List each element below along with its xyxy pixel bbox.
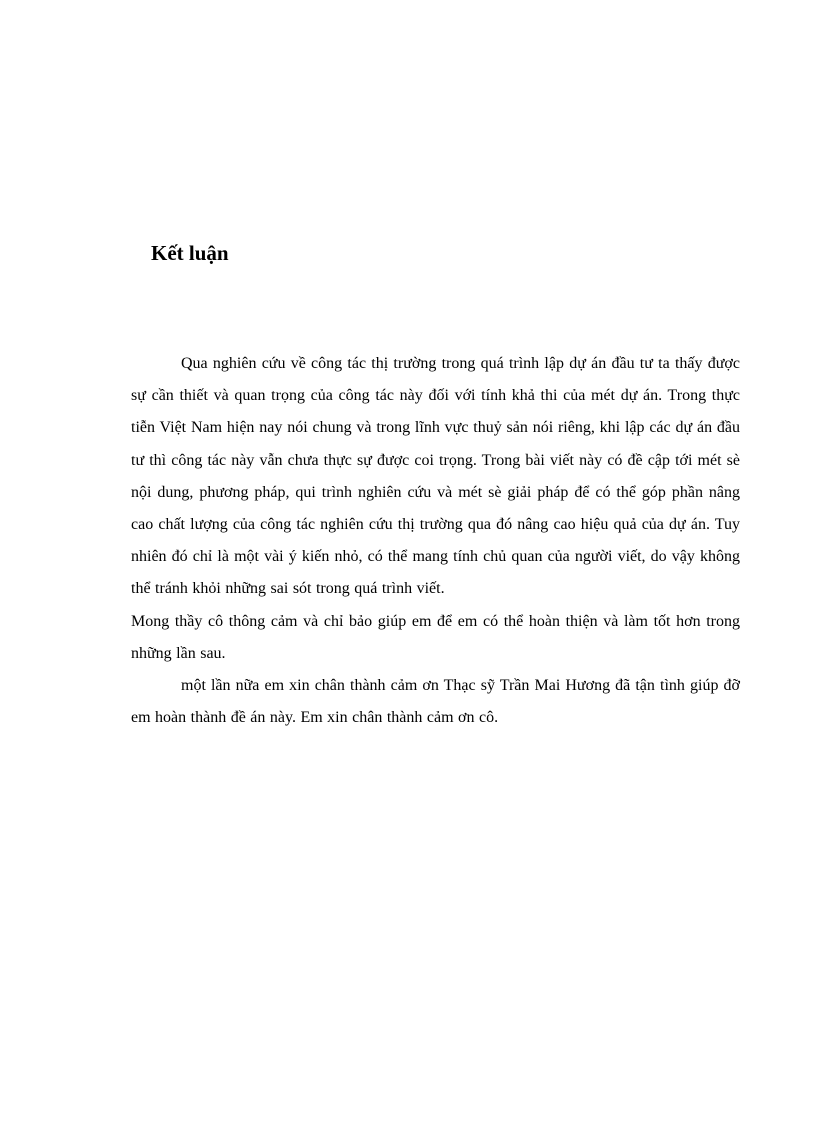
conclusion-body xyxy=(131,348,740,734)
page-title: Kết luận xyxy=(151,241,229,265)
paragraph-research-summary: Qua nghiên cứu về công tác thị trường trong quá trình lập dự án đầu tư ta thấy được sự cần thiết và quan trọng của công tác này đối với tính khả thi của mét dự án. Trong thực tiễn Việt Nam hiện nay nói chung và trong lĩnh vực thuỷ sản nói riêng, khi lập các dự án đầu tư thì công tác này vẫn chưa thực sự được coi trọng. Trong bài viết này có đề cập tới mét sè nội dung, phương pháp, qui trình nghiên cứu và mét sè giải pháp để có thể góp phần nâng cao chất lượng của công tác nghiên cứu thị trường qua đó nâng cao hiệu quả của dự án. Tuy nhiên đó chỉ là một vài ý kiến nhỏ, có thể mang tính chủ quan của người viết, do vậy không thể tránh khỏi những sai sót trong quá trình viết. xyxy=(131,355,740,598)
paragraph-thanks: một lần nữa em xin chân thành cảm ơn Thạc sỹ Trần Mai Hương đã tận tình giúp đỡ em hoàn thành đề án này. Em xin chân thành cảm ơn cô. xyxy=(131,677,740,727)
paragraph-request-feedback: Mong thầy cô thông cảm và chỉ bảo giúp em để em có thể hoàn thiện và làm tốt hơn trong những lần sau. xyxy=(131,612,740,662)
